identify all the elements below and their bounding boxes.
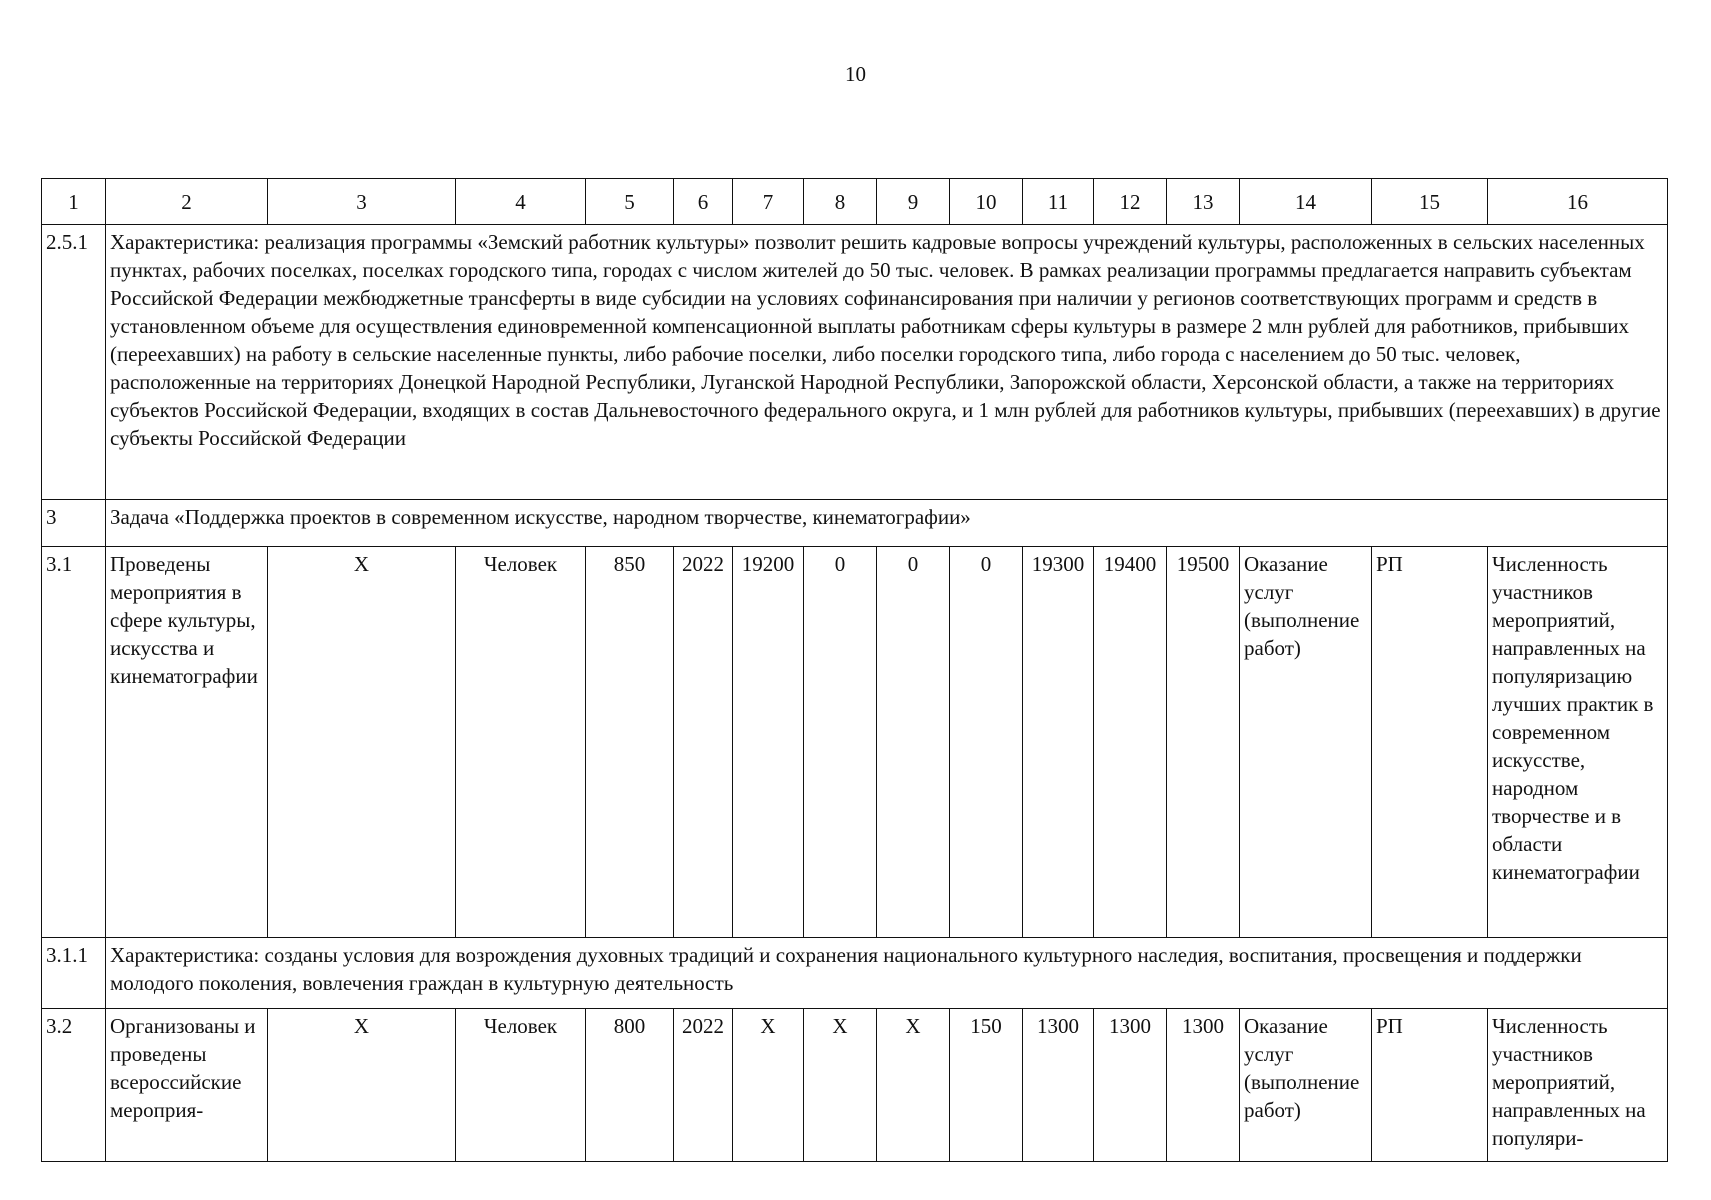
header-cell: 11 [1023, 179, 1094, 225]
value-col-12: 19400 [1094, 547, 1167, 938]
value-col-10: 150 [950, 1009, 1023, 1162]
table-row-3-1 [42, 547, 1668, 938]
value-col-11: 1300 [1023, 1009, 1094, 1162]
value-col-9: X [877, 1009, 950, 1162]
header-cell: 3 [268, 179, 456, 225]
unit-cell: Человек [456, 547, 586, 938]
header-cell: 10 [950, 179, 1023, 225]
characteristic-text: Характеристика: реализация программы «Земский работник культуры» позволит решить кадровые вопросы учреждений культуры, расположенных в сельских населенных пунктах, рабочих поселках, поселках городского типа, городах с числом жителей до 50 тыс. человек. В рамках реализации программы предлагается направить субъектам Российской Федерации межбюджетные трансферты в виде субсидии на условиях софинансирования при наличии у регионов соответствующих программ и средств в установленном объеме для осуществления единовременной компенсационной выплаты работникам сферы культуры в размере 2 млн рублей для работников, прибывших (переехавших) на работу в сельские населенные пункты, либо рабочие поселки, либо поселки городского типа, либо города с населением до 50 тыс. человек, расположенные на территориях Донецкой Народной Республики, Луганской Народной Республики, Запорожской области, Херсонской области, а также на территориях субъектов Российской Федерации, входящих в состав Дальневосточного федерального округа, и 1 млн рублей для работников культуры, прибывших (переехавших) в другие субъекты Российской Федерации [106, 225, 1668, 500]
header-cell: 16 [1488, 179, 1668, 225]
header-cell: 14 [1240, 179, 1372, 225]
indicator-name: Организованы и проведены всероссийские мероприя- [106, 1009, 268, 1162]
table-row-3-2 [42, 1009, 1668, 1162]
indicator-name: Проведены мероприятия в сфере культуры, искусства и кинематографии [106, 547, 268, 938]
row-code: 3 [42, 500, 106, 547]
table-header-row [42, 179, 1668, 225]
table-row-3-1-1 [42, 938, 1668, 1009]
indicators-table [41, 178, 1668, 1162]
value-col-8: X [804, 1009, 877, 1162]
value-col-11: 19300 [1023, 547, 1094, 938]
base-value-cell: 800 [586, 1009, 674, 1162]
type-cell: Оказание услуг (выполнение работ) [1240, 547, 1372, 938]
value-col-7: 19200 [733, 547, 804, 938]
page-number: 10 [845, 62, 866, 86]
value-col-8: 0 [804, 547, 877, 938]
value-col-13: 1300 [1167, 1009, 1240, 1162]
header-cell: 12 [1094, 179, 1167, 225]
source-cell: РП [1372, 547, 1488, 938]
header-cell: 1 [42, 179, 106, 225]
base-year-cell: 2022 [674, 547, 733, 938]
value-col-12: 1300 [1094, 1009, 1167, 1162]
table-row-3 [42, 500, 1668, 547]
row-code: 3.1.1 [42, 938, 106, 1009]
header-cell: 15 [1372, 179, 1488, 225]
description-cell: Численность участников мероприятий, направленных на популяризацию лучших практик в современном искусстве, народном творчестве и в области кинематографии [1488, 547, 1668, 938]
base-year-cell: 2022 [674, 1009, 733, 1162]
value-col-13: 19500 [1167, 547, 1240, 938]
row-code: 2.5.1 [42, 225, 106, 500]
task-text: Задача «Поддержка проектов в современном искусстве, народном творчестве, кинематографии» [106, 500, 1668, 547]
header-cell: 6 [674, 179, 733, 225]
source-cell: РП [1372, 1009, 1488, 1162]
header-cell: 2 [106, 179, 268, 225]
header-cell: 4 [456, 179, 586, 225]
cell-col-3: X [268, 547, 456, 938]
header-cell: 5 [586, 179, 674, 225]
base-value-cell: 850 [586, 547, 674, 938]
value-col-10: 0 [950, 547, 1023, 938]
characteristic-text: Характеристика: созданы условия для возрождения духовных традиций и сохранения национального культурного наследия, воспитания, просвещения и поддержки молодого поколения, вовлечения граждан в культурную деятельность [106, 938, 1668, 1009]
row-code: 3.2 [42, 1009, 106, 1162]
unit-cell: Человек [456, 1009, 586, 1162]
header-cell: 13 [1167, 179, 1240, 225]
description-cell: Численность участников мероприятий, направленных на популяри- [1488, 1009, 1668, 1162]
cell-col-3: X [268, 1009, 456, 1162]
row-code: 3.1 [42, 547, 106, 938]
header-cell: 8 [804, 179, 877, 225]
type-cell: Оказание услуг (выполнение работ) [1240, 1009, 1372, 1162]
table-row-2-5-1 [42, 225, 1668, 500]
value-col-7: X [733, 1009, 804, 1162]
header-cell: 7 [733, 179, 804, 225]
header-cell: 9 [877, 179, 950, 225]
value-col-9: 0 [877, 547, 950, 938]
